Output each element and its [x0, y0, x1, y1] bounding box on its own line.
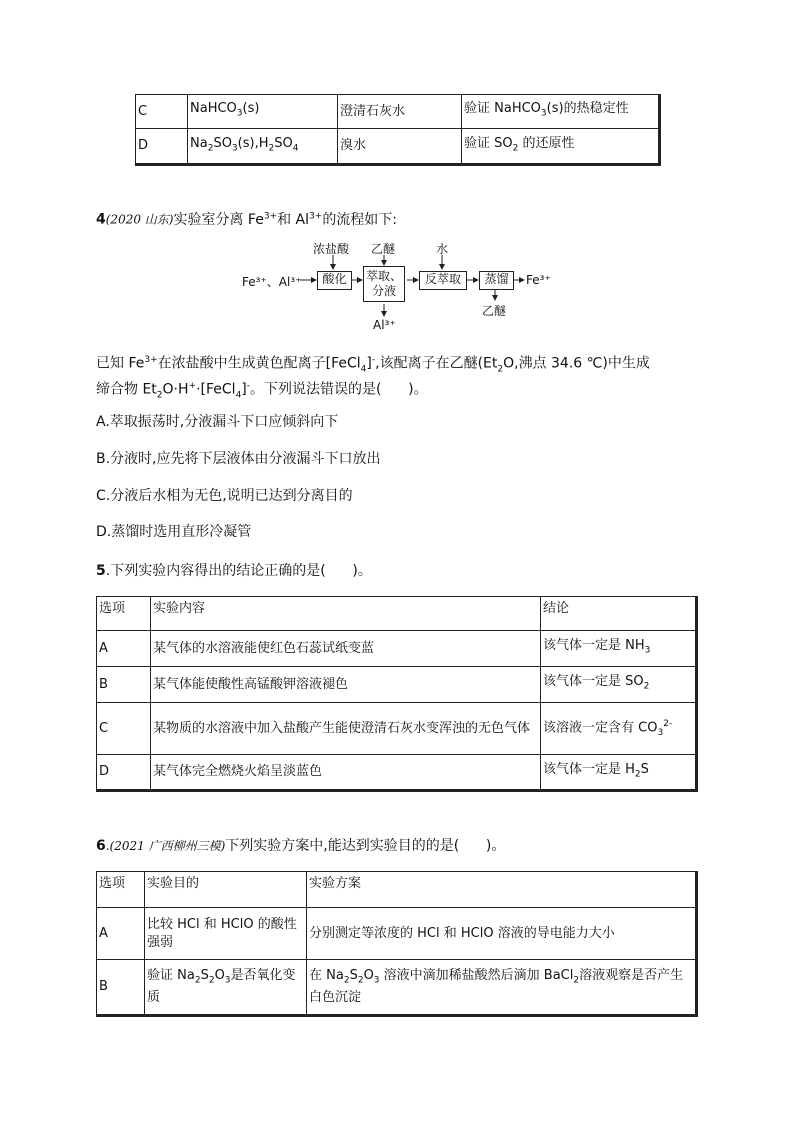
header-option: 选项: [97, 597, 151, 631]
top-table: [135, 94, 661, 166]
table-row: [97, 755, 697, 791]
question-4-option-c: C.分液后水相为无色,说明已达到分离目的: [96, 488, 353, 504]
flow-step-distill: 蒸馏: [479, 271, 514, 290]
table-header-row: [97, 872, 697, 908]
header-option: 选项: [97, 872, 145, 908]
question-number: 6: [96, 838, 106, 854]
header-purpose: 实验目的: [145, 872, 307, 908]
table-row: [136, 95, 660, 129]
purpose-cell: 验证 NaHCO$_3$(s)的热稳定性: [462, 95, 660, 129]
flow-reagent-hcl: 浓盐酸: [313, 242, 350, 256]
flow-output-ether: 乙醚: [482, 304, 507, 318]
flow-step-extract: 萃取、 分液: [363, 266, 405, 302]
question-6-table: [96, 871, 698, 1017]
question-stem: .下列实验内容得出的结论正确的是( )。: [105, 563, 372, 579]
question-4-stem: [96, 206, 397, 230]
header-content: 实验内容: [151, 597, 541, 631]
flow-diagram: [240, 238, 560, 334]
conclusion-cell: 该溶液一定含有 $CO_3^{2-}$: [541, 703, 697, 755]
conclusion-cell: 该气体一定是 $H_2S$: [541, 755, 697, 791]
purpose-cell: 验证 $SO_2$ 的还原性: [462, 129, 660, 165]
table-row: [97, 960, 697, 1016]
table-row: [97, 667, 697, 703]
table-row: [97, 631, 697, 667]
solution-cell: 溴水: [338, 129, 462, 165]
plan-cell: 分别测定等浓度的 HCl 和 HClO 溶液的导电能力大小: [307, 908, 697, 960]
flow-end: Fe³⁺: [526, 273, 551, 287]
option-cell: D: [97, 755, 151, 791]
question-6-stem: [96, 836, 505, 856]
option-cell: D: [136, 129, 188, 165]
table-row: [97, 908, 697, 960]
option-cell: A: [97, 908, 145, 960]
purpose-cell: 验证 $Na_2S_2O_3$是否氧化变质: [145, 960, 307, 1016]
table-row: [97, 703, 697, 755]
option-cell: A: [97, 631, 151, 667]
question-4-option-a: A.萃取振荡时,分液漏斗下口应倾斜向下: [96, 414, 339, 430]
header-conclusion: 结论: [541, 597, 697, 631]
conclusion-cell: 该气体一定是 $SO_2$: [541, 667, 697, 703]
question-stem: 实验室分离 $Fe^{3+}$和 $Al^{3+}$的流程如下:: [173, 211, 398, 228]
header-plan: 实验方案: [307, 872, 697, 908]
conclusion-cell: 该气体一定是 $NH_3$: [541, 631, 697, 667]
content-cell: 某气体能使酸性高锰酸钾溶液褪色: [151, 667, 541, 703]
table-row: [136, 129, 660, 165]
reagent-cell: NaHCO$_3$(s): [188, 95, 338, 129]
flow-step-back-extract: 反萃取: [419, 271, 467, 290]
flow-start: Fe³⁺、Al³⁺: [242, 275, 302, 289]
question-5-stem: [96, 561, 372, 581]
flow-reagent-ether: 乙醚: [371, 242, 396, 256]
option-cell: B: [97, 667, 151, 703]
option-cell: C: [97, 703, 151, 755]
question-stem: 下列实验方案中,能达到实验目的的是( )。: [225, 838, 506, 854]
content-cell: 某物质的水溶液中加入盐酸产生能使澄清石灰水变浑浊的无色气体: [151, 703, 541, 755]
question-source: (2020 山东): [105, 212, 174, 227]
question-4-option-b: B.分液时,应先将下层液体由分液漏斗下口放出: [96, 451, 381, 467]
question-4-info-line1: 已知 $Fe^{3+}$在浓盐酸中生成黄色配离子[FeCl$_4$]-,该配离子在乙醚($Et_2O$,沸点 34.6 ℃)中生成: [96, 355, 650, 375]
solution-cell: 澄清石灰水: [338, 95, 462, 129]
option-cell: B: [97, 960, 145, 1016]
question-number: 5: [96, 563, 106, 579]
content-cell: 某气体的水溶液能使红色石蕊试纸变蓝: [151, 631, 541, 667]
reagent-cell: $Na_2SO_3(s),H_2SO_4$: [188, 129, 338, 165]
question-5-table: [96, 596, 698, 792]
flow-reagent-water: 水: [436, 242, 449, 256]
flow-step-acidify: 酸化: [317, 271, 352, 290]
question-source: .(2021 广西柳州三模): [105, 839, 226, 853]
table-header-row: [97, 597, 697, 631]
question-number: 4: [96, 211, 106, 228]
plan-cell: 在 $Na_2S_2O_3$ 溶液中滴加稀盐酸然后滴加 BaCl$_2$溶液观察是否产生白色沉淀: [307, 960, 697, 1016]
purpose-cell: 比较 HCl 和 HClO 的酸性强弱: [145, 908, 307, 960]
option-cell: C: [136, 95, 188, 129]
content-cell: 某气体完全燃烧火焰呈淡蓝色: [151, 755, 541, 791]
flow-output-al: Al³⁺: [373, 318, 396, 332]
question-4-info-line2: 缔合物 $Et_2O\cdot H^+\cdot[FeCl_4]^-$。下列说法错误的是( )。: [96, 381, 428, 401]
question-4-option-d: D.蒸馏时选用直形冷凝管: [96, 524, 252, 540]
